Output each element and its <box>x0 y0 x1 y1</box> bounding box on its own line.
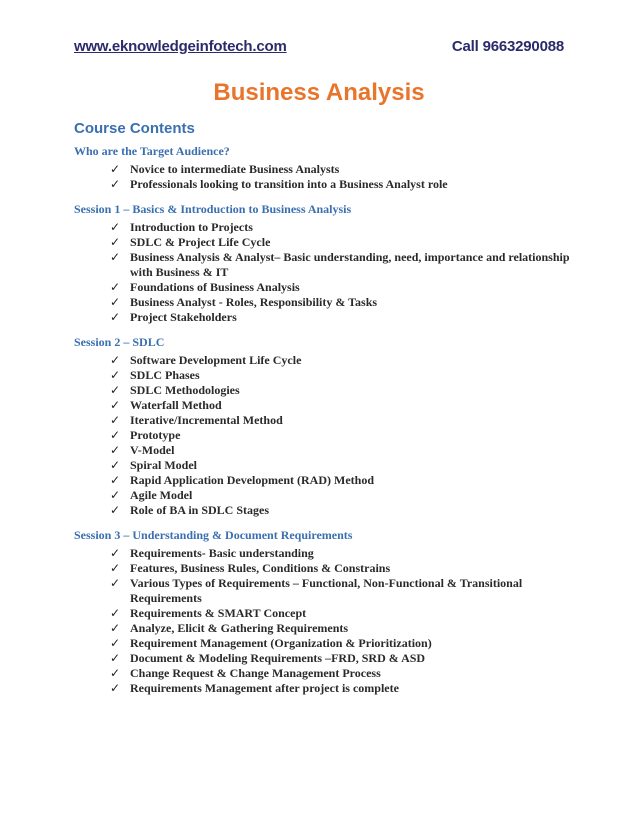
list-item <box>110 651 574 666</box>
sections-container <box>74 140 574 696</box>
list-item-text: Project Stakeholders <box>130 310 237 324</box>
list-item-text: Requirements Management after project is complete <box>130 681 399 695</box>
list-item-text: Business Analyst - Roles, Responsibility & Tasks <box>130 295 378 309</box>
section-heading: Session 3 – Understanding & Document Requirements <box>74 528 353 542</box>
list-item-text: Requirement Management (Organization & Prioritization) <box>130 636 432 650</box>
list-item-text: Role of BA in SDLC Stages <box>130 503 270 517</box>
list-item <box>110 413 574 428</box>
website-link[interactable]: www.eknowledgeinfotech.com <box>74 38 287 55</box>
list-item-text: Waterfall Method <box>130 398 222 412</box>
checkmark-icon: ✓ <box>110 458 121 472</box>
list-item-text: Software Development Life Cycle <box>130 353 302 367</box>
checkmark-icon: ✓ <box>110 606 121 620</box>
checkmark-icon: ✓ <box>110 576 121 590</box>
section-list <box>74 220 574 325</box>
list-item-text: SDLC Phases <box>130 368 200 382</box>
checkmark-icon: ✓ <box>110 488 121 502</box>
list-item <box>110 295 574 310</box>
checkmark-icon: ✓ <box>110 177 121 191</box>
course-contents-heading: Course Contents <box>74 120 195 137</box>
list-item <box>110 383 574 398</box>
checkmark-icon: ✓ <box>110 621 121 635</box>
checkmark-icon: ✓ <box>110 443 121 457</box>
list-item-text: Iterative/Incremental Method <box>130 413 283 427</box>
course-contents <box>74 118 574 702</box>
list-item <box>110 398 574 413</box>
list-item <box>110 561 574 576</box>
list-item-text: Rapid Application Development (RAD) Method <box>130 473 375 487</box>
checkmark-icon: ✓ <box>110 295 121 309</box>
list-item <box>110 368 574 383</box>
checkmark-icon: ✓ <box>110 398 121 412</box>
section-heading: Session 1 – Basics & Introduction to Business Analysis <box>74 202 352 216</box>
checkmark-icon: ✓ <box>110 503 121 517</box>
list-item <box>110 250 574 280</box>
list-item-text: Professionals looking to transition into a Business Analyst role <box>130 177 448 191</box>
list-item <box>110 488 574 503</box>
checkmark-icon: ✓ <box>110 666 121 680</box>
phone-number: Call 9663290088 <box>451 38 564 55</box>
page-header <box>74 38 564 60</box>
list-item-text: Introduction to Projects <box>130 220 253 234</box>
list-item-text: Foundations of Business Analysis <box>130 280 300 294</box>
list-item <box>110 220 574 235</box>
checkmark-icon: ✓ <box>110 473 121 487</box>
list-item <box>110 666 574 681</box>
list-item-text: Requirements & SMART Concept <box>130 606 307 620</box>
list-item-text: V-Model <box>130 443 175 457</box>
list-item <box>110 353 574 368</box>
list-item-text: Spiral Model <box>130 458 198 472</box>
list-item <box>110 621 574 636</box>
checkmark-icon: ✓ <box>110 220 121 234</box>
list-item <box>110 546 574 561</box>
list-item <box>110 443 574 458</box>
list-item <box>110 606 574 621</box>
document-title: Business Analysis <box>213 79 425 106</box>
checkmark-icon: ✓ <box>110 681 121 695</box>
section-list <box>74 546 574 696</box>
list-item <box>110 473 574 488</box>
list-item <box>110 310 574 325</box>
checkmark-icon: ✓ <box>110 561 121 575</box>
list-item-text: Change Request & Change Management Process <box>130 666 381 680</box>
list-item-text: Document & Modeling Requirements –FRD, SRD & ASD <box>130 651 426 665</box>
section-list <box>74 162 574 192</box>
list-item <box>110 162 574 177</box>
checkmark-icon: ✓ <box>110 383 121 397</box>
checkmark-icon: ✓ <box>110 651 121 665</box>
list-item-text: Requirements- Basic understanding <box>130 546 314 560</box>
section-heading: Who are the Target Audience? <box>74 144 230 158</box>
section-heading: Session 2 – SDLC <box>74 335 165 349</box>
list-item-text: Analyze, Elicit & Gathering Requirements <box>130 621 349 635</box>
list-item <box>110 177 574 192</box>
checkmark-icon: ✓ <box>110 310 121 324</box>
list-item <box>110 681 574 696</box>
list-item-text: SDLC Methodologies <box>130 383 240 397</box>
checkmark-icon: ✓ <box>110 235 121 249</box>
list-item-text: SDLC & Project Life Cycle <box>130 235 271 249</box>
list-item-text: Novice to intermediate Business Analysts <box>130 162 340 176</box>
list-item-text: Features, Business Rules, Conditions & Constrains <box>130 561 391 575</box>
checkmark-icon: ✓ <box>110 428 121 442</box>
checkmark-icon: ✓ <box>110 353 121 367</box>
list-item <box>110 636 574 651</box>
checkmark-icon: ✓ <box>110 368 121 382</box>
checkmark-icon: ✓ <box>110 250 121 264</box>
list-item <box>110 458 574 473</box>
list-item-text: Prototype <box>130 428 181 442</box>
checkmark-icon: ✓ <box>110 546 121 560</box>
checkmark-icon: ✓ <box>110 413 121 427</box>
list-item-text: Agile Model <box>130 488 193 502</box>
list-item-text: Business Analysis & Analyst– Basic understanding, need, importance and relationship with Business & IT <box>130 250 570 279</box>
list-item <box>110 428 574 443</box>
checkmark-icon: ✓ <box>110 162 121 176</box>
checkmark-icon: ✓ <box>110 280 121 294</box>
list-item <box>110 280 574 295</box>
section-list <box>74 353 574 518</box>
list-item <box>110 576 574 606</box>
checkmark-icon: ✓ <box>110 636 121 650</box>
list-item <box>110 235 574 250</box>
list-item-text: Various Types of Requirements – Functional, Non-Functional & Transitional Requirements <box>130 576 523 605</box>
list-item <box>110 503 574 518</box>
